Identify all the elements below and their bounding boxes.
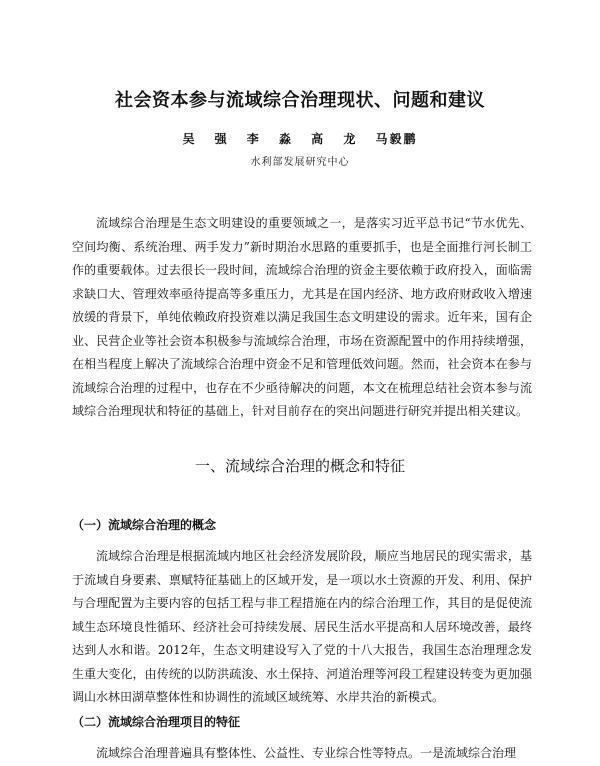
body-paragraph: 流域综合治理是根据流域内地区社会经济发展阶段，顺应当地居民的现实需求，基于流域自身要素、禀赋特征基础上的区域开发，是一项以水土资源的开发、利用、保护与合理配置为主要内容的包括工程与非工程措施在内的综合治理工作，其目的是促使流域生态环境良性循环、经济社会可持续发展、居民生活水平提高和人居环境改善，最终达到人水和谐。2012年，生态文明建设写入了党的十八大报告，我国生态治理理念发生重大变化，由传统的以防洪疏浚、水土保持、河道治理等河段工程建设转变为更加强调山水林田湖草整体性和协调性的流域区域统筹、水岸共治的新模式。 [72,549,532,704]
section-heading: 一、流域综合治理的概念和特征 [194,457,405,475]
abstract-paragraph: 流域综合治理是生态文明建设的重要领域之一，是落实习近平总书记“节水优先、空间均衡、系统治理、两手发力”新时期治水思路的重要抓手，也是全面推行河长制工作的重要载体。过去很长一段时间，流域综合治理的资金主要依赖于政府投入，面临需求缺口大、管理效率亟待提高等多重压力，尤其是在国内经济、地方政府财政收入增速放缓的背景下，单纯依赖政府投资难以满足我国生态文明建设的需求。近年来，国有企业、民营企业等社会资本积极参与流域综合治理，市场在资源配置中的作用持续增强，在相当程度上解决了流域综合治理中资金不足和管理低效问题。然而，社会资本在参与流域综合治理的过程中，也存在不少亟待解决的问题，本文在梳理总结社会资本参与流域综合治理现状和特征的基础上，针对目前存在的突出问题进行研究并提出相关建议。 [72,216,532,418]
subsection-heading: （一）流域综合治理的概念 [72,518,217,532]
paper-title: 社会资本参与流域综合治理现状、问题和建议 [115,90,485,111]
author-affiliation: 水利部发展研究中心 [250,157,350,168]
subsection-heading: （二）流域综合治理项目的特征 [72,715,241,729]
body-paragraph: 流域综合治理普遍具有整体性、公益性、专业综合性等特点。一是流域综合治理 [96,746,517,760]
author-list: 吴 强 李 淼 高 龙 马毅鹏 [182,132,418,146]
